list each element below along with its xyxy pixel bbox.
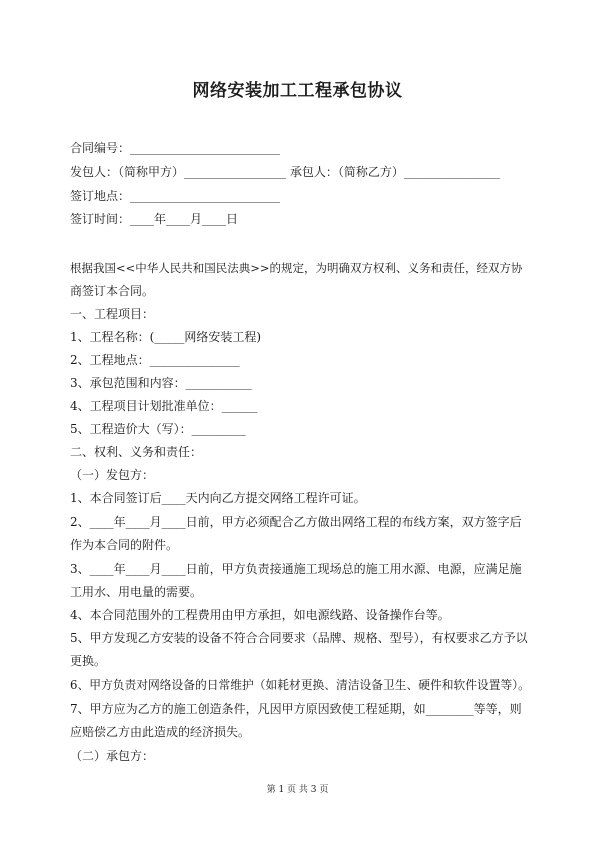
document-title: 网络安装加工工程承包协议	[192, 81, 403, 101]
body-line: 5、甲方发现乙方安装的设备不符合合同要求（品牌、规格、型号），有权要求乙方予以	[70, 631, 528, 645]
body-line: 4、本合同范围外的工程费用由甲方承担，如电源线路、设备操作台等。	[70, 608, 450, 622]
signing-time-line: 签订时间：____年____月____日	[70, 212, 239, 226]
body-line: 5、工程造价大（写）：_________	[70, 422, 246, 436]
body-line: 3、____年____月____日前，甲方负责接通施工现场总的施工用水源、电源，应满足施	[70, 562, 522, 576]
body-line: 根据我国<<中华人民共和国民法典>>的规定，为明确双方权利、义务和责任，经双方协	[70, 261, 523, 275]
body-line: 工用水、用电量的需要。	[70, 585, 203, 599]
body-line: 4、工程项目计划批准单位：______	[70, 399, 258, 413]
body-line: 3、承包范围和内容：___________	[70, 376, 252, 390]
body-line: 1、工程名称：(_____网络安装工程)	[70, 330, 261, 344]
body-line: 1、本合同签订后____天内向乙方提交网络工程许可证。	[70, 491, 366, 505]
body-line: 作为本合同的附件。	[70, 538, 179, 552]
body-line: 2、____年____月____日前，甲方必须配合乙方做出网络工程的布线方案，双方签字后	[70, 515, 522, 529]
section-heading: 二、权利、义务和责任：	[70, 445, 203, 459]
section-heading: 一、工程项目：	[70, 307, 155, 321]
contract-number-line: 合同编号：_________________________	[70, 141, 281, 155]
parties-line: 发包人：（简称甲方）_________________ 承包人：（简称乙方）________________	[70, 165, 500, 179]
body-line: 更换。	[70, 654, 107, 668]
body-line: 7、甲方应为乙方的施工创造条件，凡因甲方原因致使工程延期，如________等等，则	[70, 702, 522, 716]
subsection-heading: （二）承包方：	[70, 749, 155, 763]
page-footer: 第 1 页 共 3 页	[266, 785, 329, 795]
signing-place-line: 签订地点：_________________________	[70, 189, 281, 203]
body-line: 应赔偿乙方由此造成的经济损失。	[70, 725, 251, 739]
body-line: 商签订本合同。	[70, 284, 155, 298]
subsection-heading: （一）发包方：	[70, 468, 155, 482]
body-line: 2、工程地点：_______________	[70, 353, 240, 367]
body-line: 6、甲方负责对网络设备的日常维护（如耗材更换、清洁设备卫生、硬件和软件设置等）。	[70, 678, 530, 692]
